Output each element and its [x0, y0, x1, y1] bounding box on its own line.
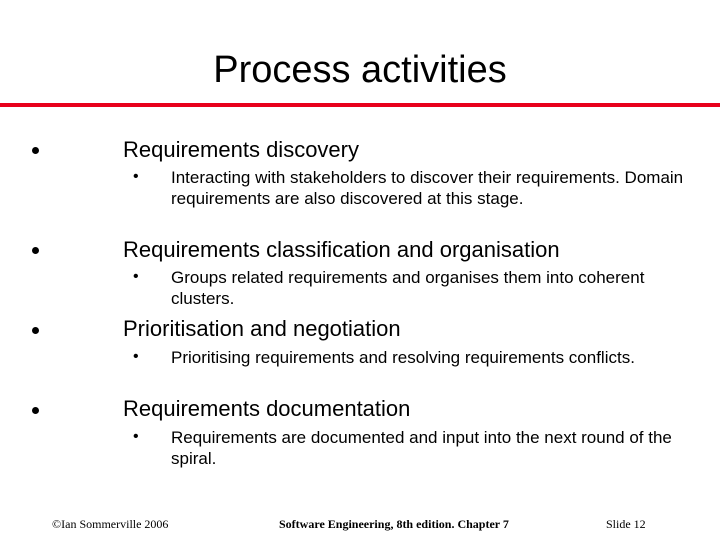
activity-heading: Requirements classification and organisation [123, 237, 560, 262]
sub-bullet-icon: • [133, 428, 139, 445]
title-underline [0, 103, 720, 107]
bullet-dot-icon [32, 327, 39, 334]
bullet-dot-icon [32, 147, 39, 154]
bullet-dot-icon [32, 247, 39, 254]
activity-detail: Interacting with stakeholders to discover their requirements. Domain requirements are also discovered at this stage. [171, 168, 684, 208]
sub-bullet-icon: • [133, 268, 139, 285]
sub-bullet-icon: • [133, 348, 139, 365]
footer-book-title: Software Engineering, 8th edition. Chapter 7 [279, 517, 509, 531]
footer-copyright: ©Ian Sommerville 2006 [52, 517, 169, 531]
sub-bullet-icon: • [133, 168, 139, 185]
activity-detail: Prioritising requirements and resolving requirements conflicts. [171, 348, 635, 367]
activity-heading: Requirements discovery [123, 137, 359, 162]
footer-slide-number: Slide 12 [606, 517, 646, 531]
bullet-dot-icon [32, 407, 39, 414]
slide-title: Process activities [213, 49, 507, 91]
activity-heading: Requirements documentation [123, 396, 411, 421]
activity-heading: Prioritisation and negotiation [123, 316, 401, 341]
activity-detail: Requirements are documented and input into the next round of the spiral. [171, 428, 672, 468]
activity-detail: Groups related requirements and organises them into coherent clusters. [171, 268, 645, 308]
